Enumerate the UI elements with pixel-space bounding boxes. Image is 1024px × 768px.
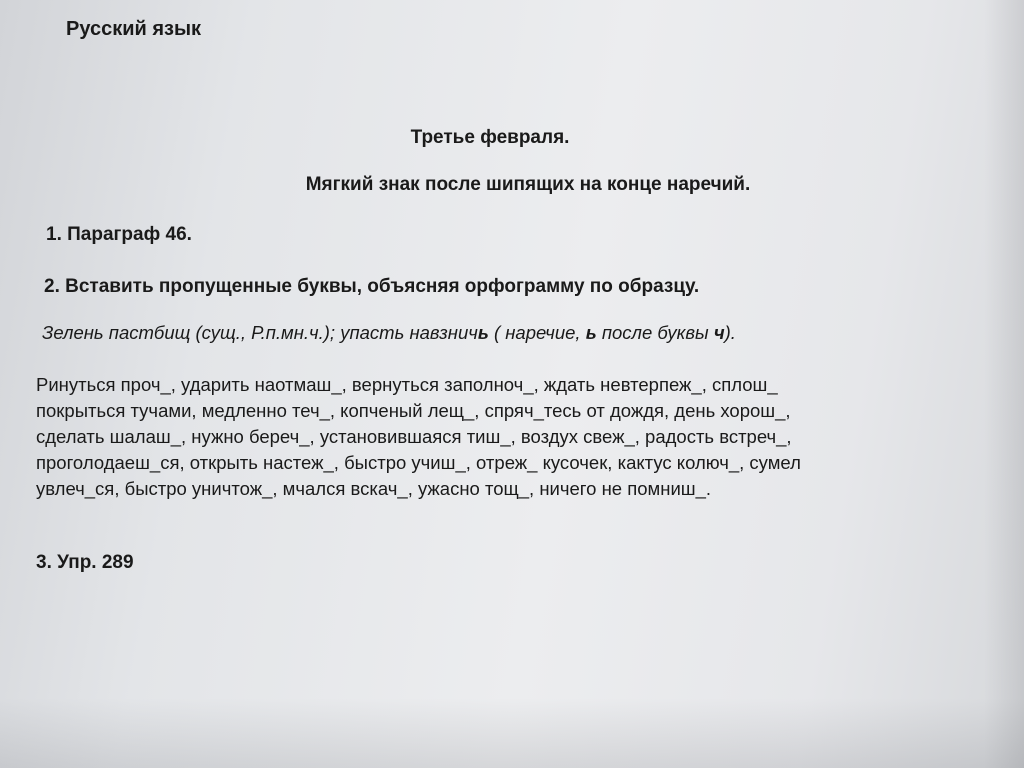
exercise-line: покрыться тучами, медленно теч_, копченый лещ_, спряч_тесь от дождя, день хорош_, (36, 400, 791, 421)
task-1: 1. Параграф 46. (46, 224, 192, 245)
exercise-line: увлеч_ся, быстро уничтож_, мчался вскач_, ужасно тощ_, ничего не помниш_. (36, 478, 712, 499)
paper-bottom-shadow (0, 698, 1024, 768)
task-3: 3. Упр. 289 (36, 552, 134, 573)
example-sentence (42, 322, 736, 344)
task-2: 2. Вставить пропущенные буквы, объясняя орфограмму по образцу. (44, 276, 700, 297)
exercise-text (36, 372, 966, 502)
exercise-line: сделать шалаш_, нужно береч_, установившаяся тиш_, воздух свеж_, радость встреч_, (36, 426, 792, 447)
exercise-line: Ринуться проч_, ударить наотмаш_, вернуться заполноч_, ждать невтерпеж_, сплош_ (36, 374, 778, 395)
example-text-1: Зелень пастбищ (сущ., Р.п.мн.ч.); упасть навзнич (42, 322, 478, 343)
subject-heading: Русский язык (66, 18, 202, 40)
paper-edge-shadow (984, 0, 1024, 768)
example-soft-sign-2: ь (585, 322, 597, 343)
example-text-2: ( наречие, (488, 322, 586, 343)
exercise-line: проголодаеш_ся, открыть настеж_, быстро учиш_, отреж_ кусочек, кактус колюч_, сумел (36, 452, 801, 473)
example-letter: ч (713, 322, 725, 343)
example-text-4: ). (724, 322, 736, 343)
lesson-date: Третье февраля. (410, 127, 570, 148)
example-soft-sign-1: ь (477, 322, 489, 343)
example-text-3: после буквы (596, 322, 714, 343)
lesson-topic: Мягкий знак после шипящих на конце наречий. (305, 174, 751, 195)
